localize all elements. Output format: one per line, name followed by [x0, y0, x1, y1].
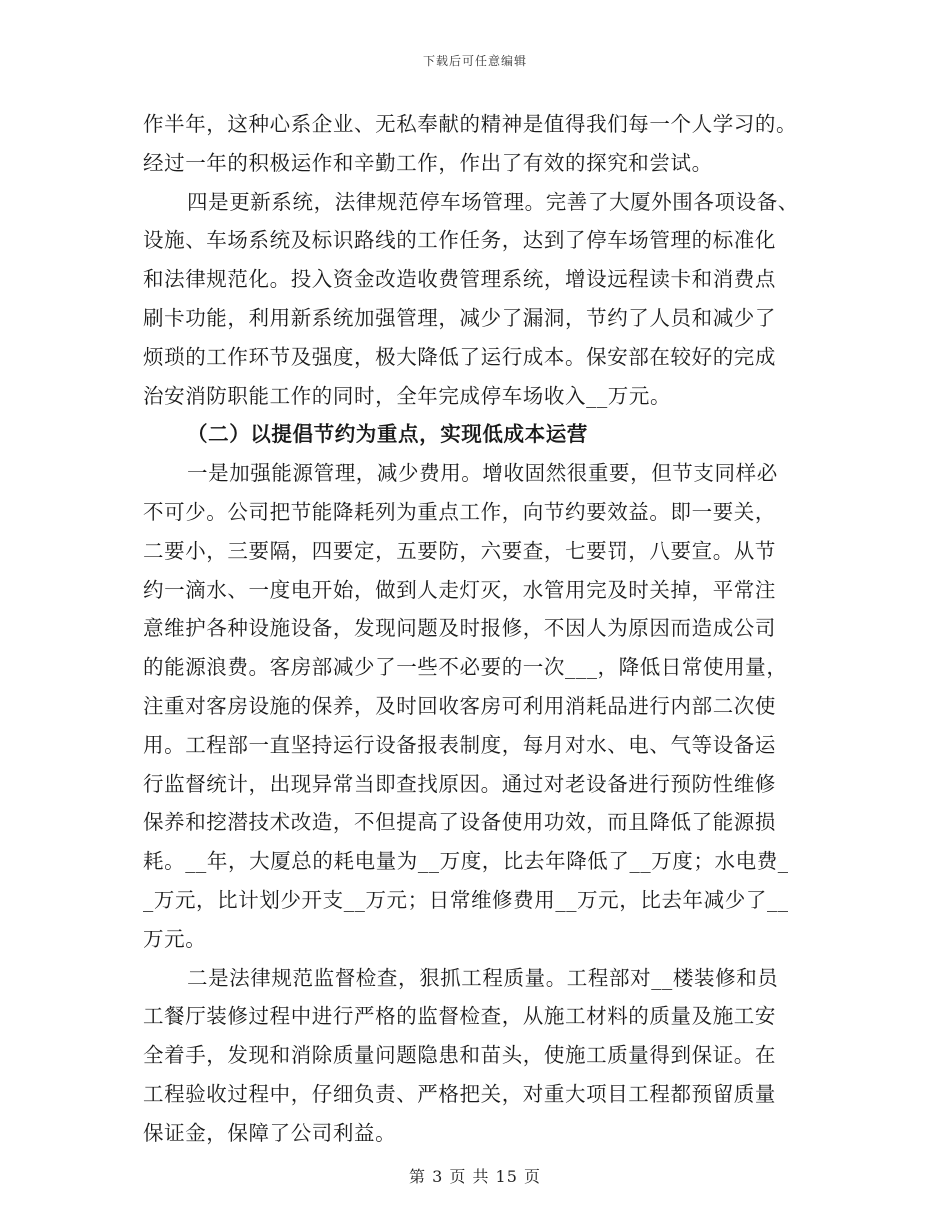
paragraph-line: 的能源浪费。客房部减少了一些不必要的一次___，降低日常使用量，	[143, 655, 788, 680]
paragraph-line: 意维护各种设施设备，发现问题及时报修，不因人为原因而造成公司	[143, 616, 776, 641]
paragraph-line: 不可少。公司把节能降耗列为重点工作，向节约要效益。即一要关，	[143, 499, 776, 524]
page-number: 第 3 页 共 15 页	[409, 1167, 541, 1186]
paragraph-line: 二是法律规范监督检查，狠抓工程质量。工程部对__楼装修和员	[187, 965, 779, 990]
paragraph-line: 刷卡功能，利用新系统加强管理，减少了漏洞，节约了人员和减少了	[143, 305, 776, 330]
paragraph-line: 作半年，这种心系企业、无私奉献的精神是值得我们每一个人学习的。	[143, 112, 798, 136]
paragraph-line: 保养和挖潜技术改造，不但提高了设备使用功效，而且降低了能源损	[143, 810, 776, 835]
document-body	[143, 105, 808, 1153]
paragraph-line: 行监督统计，出现异常当即查找原因。通过对老设备进行预防性维修	[143, 771, 776, 796]
paragraph-line: 全着手，发现和消除质量问题隐患和苗头，使施工质量得到保证。在	[143, 1043, 776, 1068]
paragraph-line: 耗。__年，大厦总的耗电量为__万度，比去年降低了__万度；水电费_	[143, 849, 789, 874]
paragraph-line: _万元，比计划少开支__万元；日常维修费用__万元，比去年减少了__	[143, 887, 789, 912]
paragraph-line: 四是更新系统，法律规范停车场管理。完善了大厦外围各项设备、	[187, 189, 799, 214]
paragraph-line: 一是加强能源管理，减少费用。增收固然很重要，但节支同样必	[187, 461, 778, 486]
paragraph-line: 约一滴水、一度电开始，做到人走灯灭，水管用完及时关掉，平常注	[143, 577, 776, 602]
paragraph-line: 经过一年的积极运作和辛勤工作，作出了有效的探究和尝试。	[143, 150, 713, 175]
paragraph-line: 用。工程部一直坚持运行设备报表制度，每月对水、电、气等设备运	[143, 732, 776, 757]
paragraph-line: 工餐厅装修过程中进行严格的监督检查，从施工材料的质量及施工安	[143, 1004, 776, 1029]
paragraph-line: 和法律规范化。投入资金改造收费管理系统，增设远程读卡和消费点	[143, 267, 776, 292]
paragraph-line: 注重对客房设施的保养，及时回收客房可利用消耗品进行内部二次使	[143, 693, 776, 718]
paragraph-line: 二要小，三要隔，四要定，五要防，六要查，七要罚，八要宣。从节	[143, 538, 776, 563]
paragraph-line: 万元。	[143, 926, 207, 951]
page-header-note: 下载后可任意编辑	[422, 54, 527, 68]
paragraph-line: 保证金，保障了公司利益。	[143, 1120, 397, 1145]
paragraph-line: 工程验收过程中，仔细负责、严格把关，对重大项目工程都预留质量	[143, 1081, 776, 1106]
paragraph-line: 烦琐的工作环节及强度，极大降低了运行成本。保安部在较好的完成	[143, 344, 776, 369]
paragraph-line: 设施、车场系统及标识路线的工作任务，达到了停车场管理的标准化	[143, 228, 776, 253]
paragraph-line: 治安消防职能工作的同时，全年完成停车场收入__万元。	[143, 383, 672, 408]
section-heading: （二）以提倡节约为重点，实现低成本运营	[187, 422, 588, 447]
